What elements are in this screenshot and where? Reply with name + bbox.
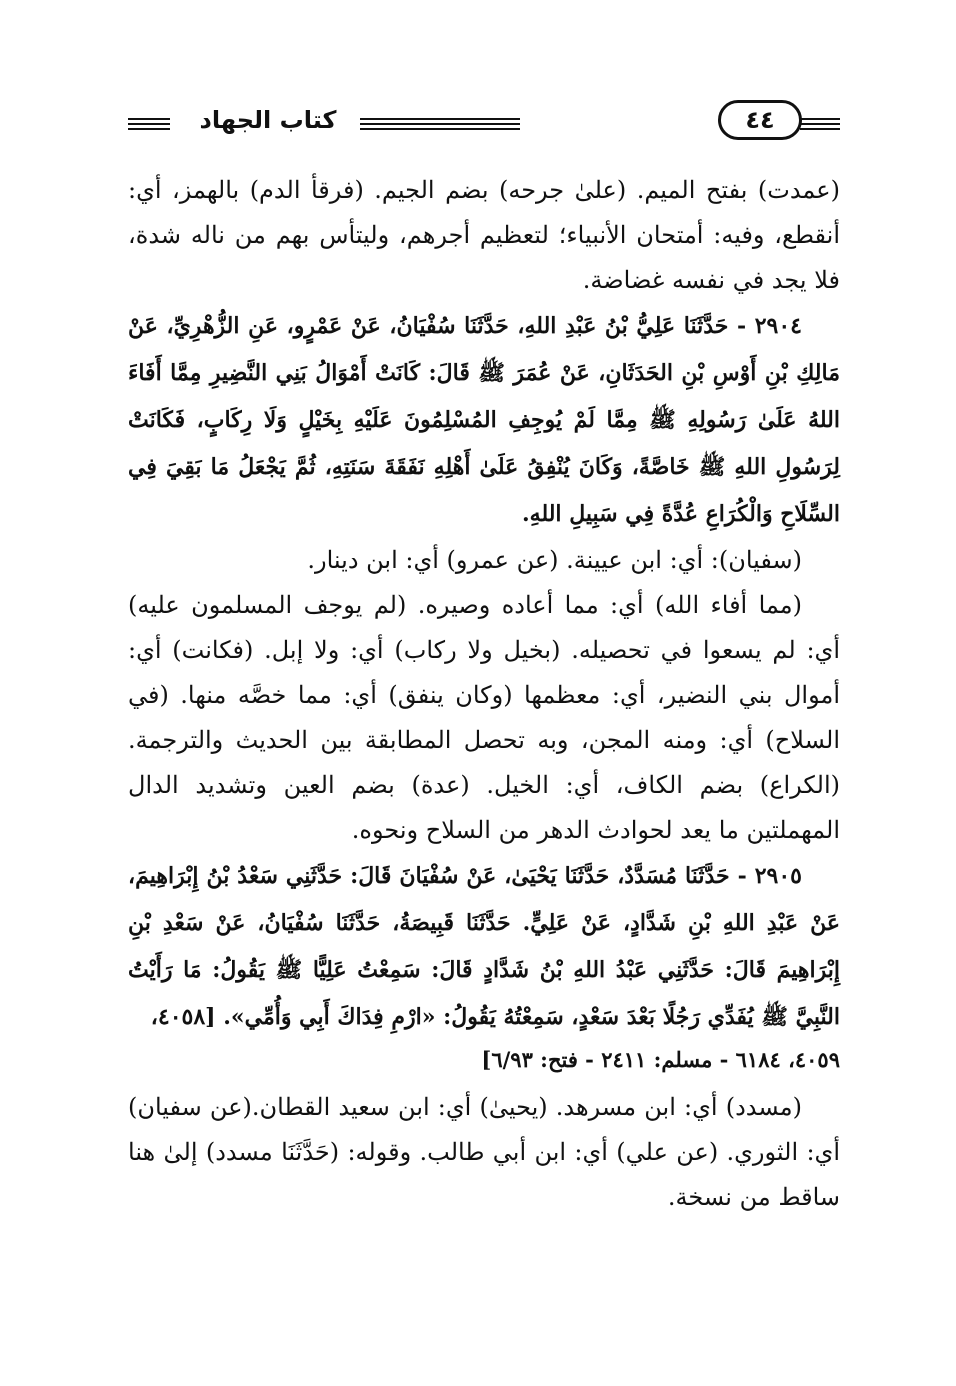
hadith-2904: ٢٩٠٤ - حَدَّثَنَا عَلِيُّ بْنُ عَبْدِ اللهِ، حَدَّثَنَا سُفْيَانُ، عَنْ عَمْرٍو، عَنِ الزُّهْرِيِّ، عَنْ مَالِكِ بْنِ أَوْسِ بْنِ الحَدَثَانِ، عَنْ عُمَرَ ﷺ قَالَ: كَانَتْ أَمْوَالُ بَنِي النَّضِيرِ مِمَّا أَفَاءَ اللهُ عَلَىٰ رَسُولِهِ ﷺ مِمَّا لَمْ يُوجِفِ المُسْلِمُونَ عَلَيْهِ بِخَيْلٍ وَلَا رِكَابٍ، فَكَانَتْ لِرَسُولِ اللهِ ﷺ خَاصَّةً، وَكَانَ يُنْفِقُ عَلَىٰ أَهْلِهِ نَفَقَةَ سَنَتِهِ، ثُمَّ يَجْعَلُ مَا بَقِيَ فِي السِّلَاحِ وَالْكُرَاعِ عُدَّةً فِي سَبِيلِ اللهِ. [128,313,840,527]
page-number: ٤٤ [718,100,802,140]
commentary-paragraph-4: (مسدد) أي: ابن مسرهد. (يحيىٰ) أي: ابن سعيد القطان.(عن سفيان) أي: الثوري. (عن علي) أي: ابن أبي طالب. وقوله: (حَدَّثَنَا مسدد) إلىٰ هنا ساقط من نسخة. [128,1093,840,1211]
page-body [128,168,840,1220]
header-rule-middle [360,118,520,130]
hadith-2905: ٢٩٠٥ - حَدَّثَنَا مُسَدَّدٌ، حَدَّثَنَا يَحْيَىٰ، عَنْ سُفْيَانَ قَالَ: حَدَّثَنِي سَعْدُ بْنُ إِبْرَاهِيمَ، عَنْ عَبْدِ اللهِ بْنِ شَدَّادٍ، عَنْ عَلِيٍّ. حَدَّثَنَا قَبِيصَةُ، حَدَّثَنَا سُفْيَانُ، عَنْ سَعْدِ بْنِ إِبْرَاهِيمَ قَالَ: حَدَّثَنِي عَبْدُ اللهِ بْنُ شَدَّادٍ قَالَ: سَمِعْتُ عَلِيًّا ﷺ يَقُولُ: مَا رَأَيْتُ النَّبِيَّ ﷺ يُفَدِّي رَجُلًا بَعْدَ سَعْدٍ، سَمِعْتُهُ يَقُولُ: «ارْمِ فِدَاكَ أَبِي وَأُمِّي». [٤٠٥٨، [128,863,840,1030]
header-rule-left-outer [128,118,170,130]
commentary-paragraph-1: (عمدت) بفتح الميم. (علىٰ جرحه) بضم الجيم. (فرقأ الدم) بالهمز، أي: أنقطع، وفيه: أمتحان الأنبياء؛ لتعظيم أجرهم، وليتأس بهم من ناله شدة، فلا يجد في نفسه غضاضة. [128,176,840,294]
commentary-paragraph-2: (سفيان): أي: ابن عيينة. (عن عمرو) أي: ابن دينار. [307,546,802,574]
running-title: كتاب الجهاد [199,106,337,134]
hadith-2905-references: ٤٠٥٩، ٦١٨٤ - مسلم: ٢٤١١ - فتح: ٦/٩٣] [481,1047,840,1072]
commentary-paragraph-3: (مما أفاء الله) أي: مما أعاده وصيره. (لم يوجف المسلمون عليه) أي: لم يسعوا في تحصيله. (بخيل ولا ركاب) أي: ولا إبل. (فكانت) أي: أموال بني النضير، أي: معظمها (وكان ينفق) أي: مما خصَّه منها. (في السلاح) أي: ومنه المجن، وبه تحصل المطابقة بين الحديث والترجمة. (الكراع) بضم الكاف، أي: الخيل. (عدة) بضم العين وتشديد الدال المهملتين ما يعد لحوادث الدهر من السلاح ونحوه. [128,591,841,844]
header-rule-right [800,118,840,130]
page-header [128,98,840,158]
